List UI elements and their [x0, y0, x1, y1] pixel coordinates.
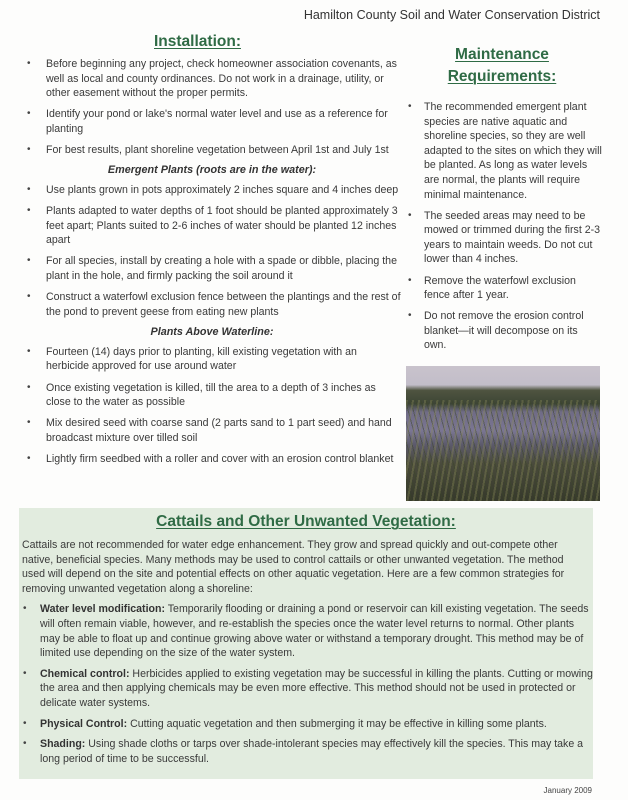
- list-item: • Shading: Using shade cloths or tarps over shade-intolerant species may effectively kill the species. This may take a long period of time to be successful.: [23, 738, 584, 765]
- list-item: • Construct a waterfowl exclusion fence between the plantings and the rest of the pond to prevent geese from eating new plants: [27, 291, 401, 318]
- installation-list: [22, 57, 402, 158]
- bullet-icon: •: [27, 452, 31, 464]
- bullet-icon: •: [27, 291, 31, 303]
- bullet-icon: •: [27, 58, 31, 69]
- list-item: • Once existing vegetation is killed, till the area to a depth of 3 inches as close to the water as possible: [27, 381, 376, 409]
- list-item: • Chemical control: Herbicides applied to existing vegetation may be successful in killing the plants. Cutting or mowing the area and then applying chemicals may be even more effective. This method should not be used in protected or delicate water systems.: [23, 667, 593, 709]
- bullet-icon: •: [27, 345, 31, 357]
- cattails-intro: Cattails are not recommended for water edge enhancement. They grow and spread quickly and out-compete other native, beneficial species. Many methods may be used to control cattails or other unwanted vegetation. The method used will depend on the site and potential effects on other aquatic vegetation. Here are a few common strategies for removing unwanted vegetation along a shoreline:: [22, 539, 565, 595]
- method-label: Chemical control:: [40, 667, 130, 680]
- bullet-icon: •: [408, 101, 412, 112]
- list-item: • For all species, install by creating a hole with a spade or dibble, placing the plant in the hole, and firmly packing the soil around it: [27, 255, 397, 283]
- list-item: • Mix desired seed with coarse sand (2 parts sand to 1 part seed) and hand broadcast mixture over tilled soil: [27, 417, 392, 444]
- bullet-icon: •: [23, 667, 27, 679]
- bullet-icon: •: [27, 255, 31, 267]
- list-item: • Plants adapted to water depths of 1 foot should be planted approximately 3 feet apart; Plants suited to 2-6 inches of water should be planted 12 inches apart: [27, 205, 398, 247]
- list-item: • Remove the waterfowl exclusion fence after 1 year.: [408, 274, 576, 302]
- list-item: • Identify your pond or lake's normal water level and use as a reference for planting: [27, 108, 388, 135]
- list-item: • Use plants grown in pots approximately 2 inches square and 4 inches deep: [27, 184, 399, 197]
- list-item: • Physical Control: Cutting aquatic vegetation and then submerging it may be effective in killing some plants.: [23, 717, 547, 730]
- above-waterline-list: [22, 345, 402, 467]
- list-item: • Lightly firm seedbed with a roller and cover with an erosion control blanket: [27, 452, 394, 465]
- bullet-icon: •: [27, 205, 31, 217]
- list-item: • For best results, plant shoreline vegetation between April 1st and July 1st: [27, 143, 389, 156]
- footer-date: January 2009: [543, 786, 592, 795]
- bullet-icon: •: [23, 603, 27, 615]
- installation-section: [22, 57, 402, 473]
- bullet-icon: •: [408, 310, 412, 322]
- organization-header: Hamilton County Soil and Water Conservation District: [303, 8, 600, 22]
- emergent-plants-subtitle: Emergent Plants (roots are in the water):: [107, 164, 317, 177]
- cattails-title: Cattails and Other Unwanted Vegetation:: [156, 513, 456, 530]
- control-methods-list: [19, 602, 593, 766]
- bullet-icon: •: [27, 381, 31, 393]
- bullet-icon: •: [23, 738, 27, 750]
- maintenance-title: Maintenance Requirements:: [447, 46, 557, 85]
- maintenance-section: [402, 44, 602, 360]
- bullet-icon: •: [27, 143, 31, 155]
- bullet-icon: •: [27, 184, 31, 196]
- list-item: • Before beginning any project, check homeowner association covenants, as well as local and county ordinances. Do not work in a drainage, utility, or other easement without the proper permits.: [27, 58, 397, 100]
- method-label: Physical Control:: [40, 717, 128, 730]
- list-item: • Water level modification: Temporarily flooding or draining a pond or reservoir can kill existing vegetation. The seeds will often remain viable, however, and re-establish the species once the water level returns to normal. Other plants may be able to float up and continue growing above water or withstand a temporary drought. This method may be of limited use depending on the size of the water system.: [23, 603, 589, 660]
- list-item: • Fourteen (14) days prior to planting, kill existing vegetation with an herbicide approved for use around water: [27, 345, 357, 373]
- list-item: • The recommended emergent plant species are native aquatic and shoreline species, so they are well adapted to the sites on which they will be planted. As long as water levels are normal, the plants will require minimal maintenance.: [408, 101, 602, 201]
- above-waterline-subtitle: Plants Above Waterline:: [150, 325, 274, 338]
- bullet-icon: •: [23, 717, 27, 729]
- bullet-icon: •: [408, 209, 412, 221]
- maintenance-list: [402, 100, 602, 353]
- method-label: Water level modification:: [40, 603, 165, 616]
- installation-title: Installation:: [154, 33, 241, 50]
- grass-overlay: [406, 400, 600, 501]
- pond-shoreline-photo: [406, 366, 600, 501]
- list-item: • The seeded areas may need to be mowed or trimmed during the first 2-3 years to maintain weeds. Do not cut lower than 4 inches.: [408, 209, 601, 266]
- method-label: Shading:: [40, 738, 86, 751]
- bullet-icon: •: [408, 274, 412, 286]
- bullet-icon: •: [27, 108, 31, 120]
- bullet-icon: •: [27, 417, 31, 429]
- emergent-list: [22, 183, 402, 319]
- cattails-section: [19, 508, 593, 779]
- list-item: • Do not remove the erosion control blanket—it will decompose on its own.: [408, 310, 584, 352]
